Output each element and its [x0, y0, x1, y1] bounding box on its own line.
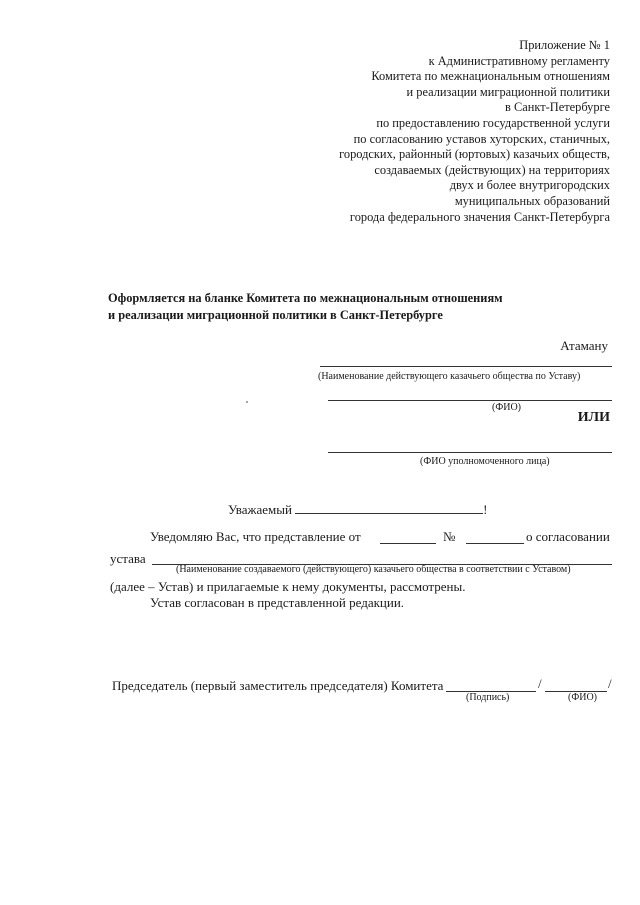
- appendix-line: городских, районный (юртовых) казачьих обществ,: [339, 147, 610, 162]
- signature-caption: (Подпись): [466, 692, 510, 703]
- appendix-line: муниципальных образований: [454, 193, 610, 208]
- or-label: ИЛИ: [577, 410, 610, 425]
- recipient-name-blank: [295, 501, 483, 514]
- appendix-line: к Административному регламенту: [428, 53, 610, 68]
- letterhead-note-line-2: и реализации миграционной политики в Санкт-Петербурге: [108, 307, 443, 322]
- appendix-header: [280, 38, 610, 225]
- fio-caption: (ФИО): [492, 402, 522, 413]
- appendix-line: в Санкт-Петербурге: [505, 100, 610, 115]
- addressee-ataman: Атаману: [560, 338, 608, 353]
- signature-fio-caption: (ФИО): [568, 692, 598, 703]
- charter-name-caption: (Наименование создаваемого (действующего) казачьего общества в соответствии с Уставом): [176, 564, 571, 575]
- signature-slash-2: /: [608, 676, 612, 691]
- society-name-line: [320, 366, 612, 367]
- society-name-caption: (Наименование действующего казачьего общества по Уставу): [318, 371, 581, 382]
- greeting-word: Уважаемый: [228, 502, 292, 517]
- submission-date-blank: [380, 543, 436, 544]
- appendix-line: Приложение № 1: [519, 38, 610, 52]
- authorized-person-line: [328, 452, 612, 453]
- appendix-line: по предоставлению государственной услуги: [376, 115, 610, 130]
- appendix-line: и реализации миграционной политики: [406, 84, 610, 99]
- greeting-exclamation: !: [483, 502, 488, 517]
- approved-text: Устав согласован в представленной редакции.: [150, 595, 405, 610]
- appendix-line: Комитета по межнациональным отношениям: [371, 69, 610, 84]
- scan-speck: [246, 401, 248, 403]
- appendix-line: города федерального значения Санкт-Петербурга: [349, 209, 610, 224]
- submission-number-blank: [466, 543, 524, 544]
- signature-title: Председатель (первый заместитель председателя) Комитета: [112, 678, 444, 693]
- letterhead-note: [108, 290, 548, 323]
- notify-text: Уведомляю Вас, что представление от: [150, 529, 361, 544]
- appendix-line: по согласованию уставов хуторских, станичных,: [353, 131, 610, 146]
- greeting-line: [228, 501, 488, 518]
- letterhead-note-line-1: Оформляется на бланке Комитета по межнациональным отношениям: [108, 291, 503, 305]
- authorized-person-caption: (ФИО уполномоченного лица): [420, 456, 550, 467]
- continuation-text: (далее – Устав) и прилагаемые к нему документы, рассмотрены.: [110, 579, 466, 594]
- charter-word: устава: [110, 551, 146, 566]
- about-text: о согласовании: [526, 529, 610, 544]
- signature-slash-1: /: [538, 676, 542, 691]
- appendix-line: двух и более внутригородских: [449, 178, 610, 193]
- fio-line: [328, 400, 612, 401]
- appendix-line: создаваемых (действующих) на территориях: [374, 162, 610, 177]
- number-sign: №: [443, 529, 456, 544]
